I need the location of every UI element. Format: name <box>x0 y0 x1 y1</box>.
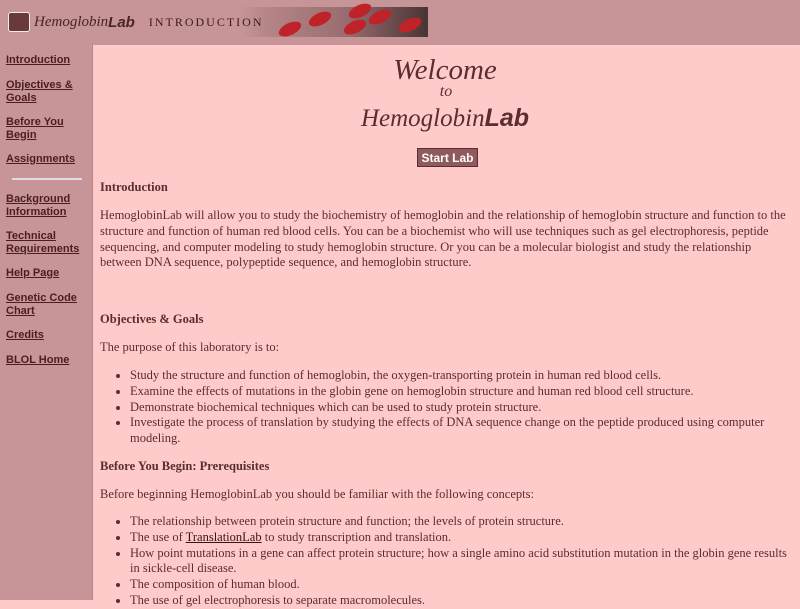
list-item: • Examine the effects of mutations in the globin gene on hemoglobin structure and human red blood cell structure. <box>130 384 790 400</box>
sidebar <box>0 45 93 600</box>
sidebar-item-background[interactable]: Background Information <box>6 193 71 218</box>
sidebar-item-introduction[interactable]: Introduction <box>6 54 71 66</box>
sidebar-item-genetic-code[interactable]: Genetic Code Chart <box>6 292 77 317</box>
prereq-list <box>100 514 790 609</box>
logo-icon <box>8 12 30 32</box>
sidebar-item-objectives[interactable]: Objectives & Goals <box>6 79 73 104</box>
sidebar-divider <box>12 178 82 180</box>
welcome-app-name: HemoglobinLab <box>360 104 530 132</box>
red-blood-cells-image <box>248 7 428 37</box>
logo-text: Hemoglobin <box>34 13 109 30</box>
list-item: • How point mutations in a gene can affect protein structure; how a single amino acid substitution mutation in the globin gene results in sickle-cell disease. <box>130 546 790 578</box>
list-item: • Study the structure and function of hemoglobin, the oxygen-transporting protein in human red blood cells. <box>130 368 790 384</box>
objectives-intro: The purpose of this laboratory is to: <box>100 340 280 354</box>
sidebar-item-credits[interactable]: Credits <box>6 329 44 341</box>
logo-banner <box>8 7 428 37</box>
welcome-title: Welcome <box>393 54 497 86</box>
section-title: INTRODUCTION <box>148 14 264 29</box>
translationlab-link[interactable]: TranslationLab <box>185 529 262 544</box>
objectives-list <box>100 368 790 447</box>
list-item: • Demonstrate biochemical techniques which can be used to study protein structure. <box>130 400 790 416</box>
list-item: • Investigate the process of translation by studying the effects of DNA sequence change on the peptide produced using computer modeling. <box>130 415 790 447</box>
before-heading: Before You Begin: Prerequisites <box>100 459 270 473</box>
sidebar-item-help[interactable]: Help Page <box>6 267 60 279</box>
intro-text: HemoglobinLab will allow you to study the biochemistry of hemoglobin and the relationship of hemoglobin structure and function to the structure and function of human red blood cells. You can be a biochemist who will use techniques such as gel electrophoresis, peptide sequencing, and computer modeling to study hemoglobin structure. Or you can be a molecular biologist and study the relationship between DNA sequence, polypeptide sequence, and hemoglobin structure. <box>100 208 786 270</box>
header <box>0 0 800 45</box>
list-item: • The use of TranslationLab to study transcription and translation. <box>130 530 790 546</box>
sidebar-item-before-you-begin[interactable]: Before You Begin <box>6 116 64 141</box>
list-item: • The composition of human blood. <box>130 577 790 593</box>
logo-text-bold: Lab <box>108 13 135 31</box>
before-intro: Before beginning HemoglobinLab you should be familiar with the following concepts: <box>100 487 534 501</box>
sidebar-item-assignments[interactable]: Assignments <box>6 153 76 165</box>
list-item: • The relationship between protein structure and function; the levels of protein structure. <box>130 514 790 530</box>
sidebar-item-technical-requirements[interactable]: Technical Requirements <box>6 230 80 255</box>
start-lab-button[interactable]: Start Lab <box>417 148 478 167</box>
welcome-to: to <box>439 83 453 100</box>
list-item: • The use of gel electrophoresis to separate macromolecules. <box>130 593 790 609</box>
objectives-heading: Objectives & Goals <box>100 312 204 326</box>
intro-heading: Introduction <box>100 180 168 194</box>
sidebar-item-blol-home[interactable]: BLOL Home <box>6 354 70 366</box>
